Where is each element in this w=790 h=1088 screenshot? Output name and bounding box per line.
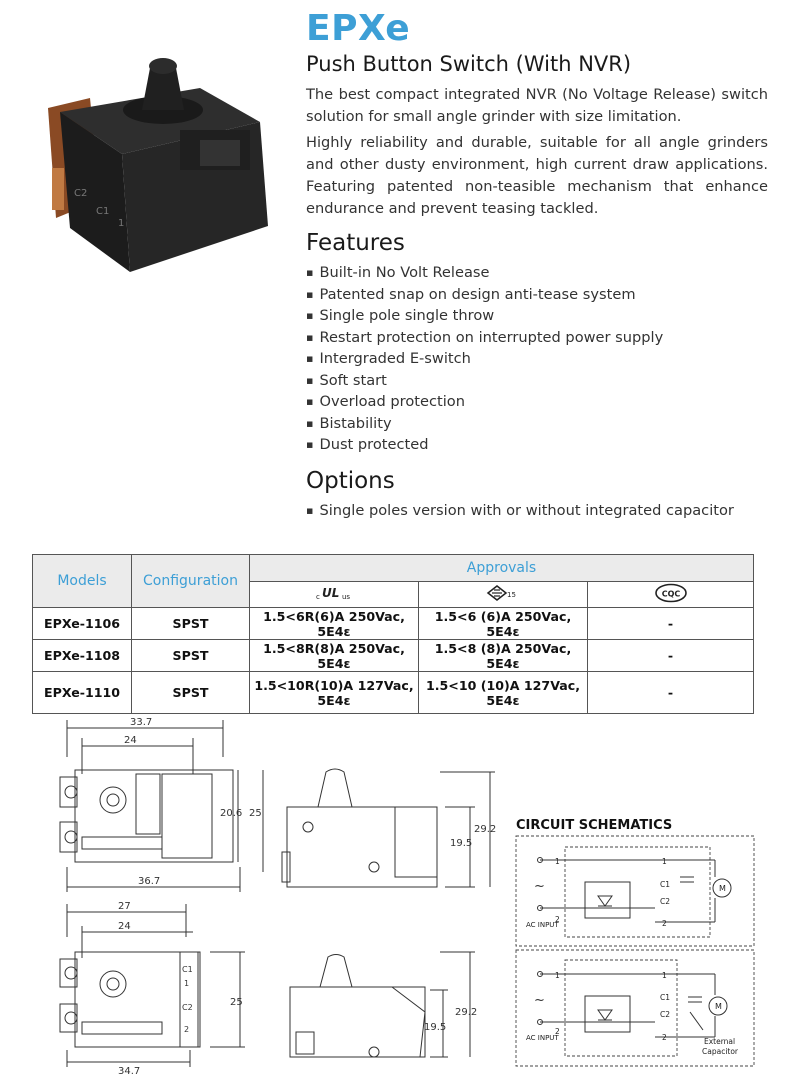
cqc-mark	[588, 582, 754, 608]
product-subtitle: Push Button Switch (With NVR)	[306, 52, 632, 76]
svg-text:2: 2	[662, 919, 667, 928]
cell-cqc: -	[588, 672, 754, 714]
dim-36-7: 36.7	[138, 876, 161, 887]
ext-cap-line2: Capacitor	[702, 1047, 739, 1056]
side-view-1	[282, 769, 495, 887]
cqc-icon	[654, 583, 688, 603]
dim-29-2b: 29.2	[455, 1007, 478, 1018]
svg-text:C2: C2	[660, 897, 671, 906]
ext-cap-line1: External	[704, 1037, 736, 1046]
dim-19-5b: 19.5	[424, 1022, 447, 1033]
feature-item: ▪ Overload protection	[306, 391, 663, 413]
ul-icon	[314, 585, 354, 601]
svg-text:C2: C2	[660, 1010, 671, 1019]
cell-cqc: -	[588, 608, 754, 640]
feature-item: ▪ Dust protected	[306, 434, 663, 456]
svg-text:1: 1	[555, 857, 560, 866]
label-c1: C1	[182, 965, 193, 974]
feature-item: ▪ Built-in No Volt Release	[306, 262, 663, 284]
feature-item: ▪ Restart protection on interrupted power supply	[306, 327, 663, 349]
ac-symbol-2: ~	[534, 993, 545, 1008]
dim-29-2: 29.2	[474, 824, 497, 835]
feature-item: ▪ Bistability	[306, 413, 663, 435]
cell-ul: 1.5<10R(10)A 127Vac, 5E4ε	[250, 672, 419, 714]
enec-number: 15	[507, 590, 516, 599]
spec-table	[32, 554, 754, 714]
top-view-2	[60, 904, 245, 1067]
ac-symbol-1: ~	[534, 879, 545, 894]
table-row	[33, 672, 754, 714]
option-item: ▪ Single poles version with or without integrated capacitor	[306, 500, 734, 522]
table-row	[33, 640, 754, 672]
features-heading: Features	[306, 230, 405, 256]
ac-input-label-1: AC INPUT	[526, 921, 559, 929]
schematics-title: CIRCUIT SCHEMATICS	[516, 818, 673, 833]
svg-text:2: 2	[662, 1033, 667, 1042]
dim-20-6: 20.6	[220, 808, 243, 819]
dim-24b: 24	[118, 921, 131, 932]
description-2: Highly reliability and durable, suitable for all angle grinders and other dusty environment, high current draw applications. Featuring patented non-teasible mechanism that enhance endurance and prevent teasing tackled.	[306, 134, 768, 217]
svg-text:c: c	[316, 592, 320, 601]
cell-enec: 1.5<8 (8)A 250Vac, 5E4ε	[419, 640, 588, 672]
top-view-1	[60, 720, 263, 892]
photo-label-1: 1	[118, 218, 125, 229]
cell-model: EPXe-1108	[33, 640, 132, 672]
feature-item: ▪ Patented snap on design anti-tease system	[306, 284, 663, 306]
feature-item: ▪ Single pole single throw	[306, 305, 663, 327]
cell-model: EPXe-1106	[33, 608, 132, 640]
cell-config: SPST	[132, 608, 250, 640]
dim-27: 27	[118, 901, 131, 912]
cell-config: SPST	[132, 672, 250, 714]
svg-text:1: 1	[662, 857, 667, 866]
table-row	[33, 608, 754, 640]
header-approvals: Approvals	[250, 555, 754, 582]
enec-mark	[419, 582, 588, 608]
description-1: The best compact integrated NVR (No Voltage Release) switch solution for small angle grinder with size limitation.	[306, 86, 768, 125]
dim-34-7: 34.7	[118, 1066, 141, 1077]
ac-input-label-2: AC INPUT	[526, 1034, 559, 1042]
dim-24: 24	[124, 735, 137, 746]
header-configuration: Configuration	[132, 555, 250, 608]
cell-ul: 1.5<6R(6)A 250Vac, 5E4ε	[250, 608, 419, 640]
motor-label-1: M	[719, 884, 726, 893]
product-photo	[30, 50, 280, 290]
svg-text:C1: C1	[660, 880, 671, 889]
technical-drawings	[0, 712, 790, 1088]
svg-text:1: 1	[555, 971, 560, 980]
ul-mark	[250, 582, 419, 608]
photo-label-c2: C2	[74, 188, 88, 199]
options-list	[306, 500, 734, 522]
options-heading: Options	[306, 468, 395, 494]
motor-label-2: M	[715, 1002, 722, 1011]
cell-ul: 1.5<8R(8)A 250Vac, 5E4ε	[250, 640, 419, 672]
side-view-2	[290, 952, 478, 1057]
svg-text:C1: C1	[660, 993, 671, 1002]
header-models: Models	[33, 555, 132, 608]
svg-text:2: 2	[555, 915, 560, 924]
dim-25: 25	[249, 808, 262, 819]
dim-19-5: 19.5	[450, 838, 473, 849]
label-c2: C2	[182, 1003, 193, 1012]
enec-icon	[485, 584, 521, 602]
feature-item: ▪ Soft start	[306, 370, 663, 392]
dim-25b: 25	[230, 997, 243, 1008]
dim-33-7: 33.7	[130, 717, 153, 728]
product-title: EPXe	[306, 8, 411, 49]
svg-text:2: 2	[555, 1027, 560, 1036]
svg-text:us: us	[342, 592, 351, 601]
label-1: 1	[184, 979, 190, 988]
cell-enec: 1.5<10 (10)A 127Vac, 5E4ε	[419, 672, 588, 714]
features-list	[306, 262, 663, 456]
cell-cqc: -	[588, 640, 754, 672]
svg-text:UL: UL	[322, 585, 340, 600]
cell-model: EPXe-1110	[33, 672, 132, 714]
feature-item: ▪ Intergraded E-switch	[306, 348, 663, 370]
cell-config: SPST	[132, 640, 250, 672]
svg-text:CQC: CQC	[661, 589, 680, 598]
svg-text:1: 1	[662, 971, 667, 980]
label-2: 2	[184, 1025, 190, 1034]
cell-enec: 1.5<6 (6)A 250Vac, 5E4ε	[419, 608, 588, 640]
photo-label-c1: C1	[96, 206, 110, 217]
